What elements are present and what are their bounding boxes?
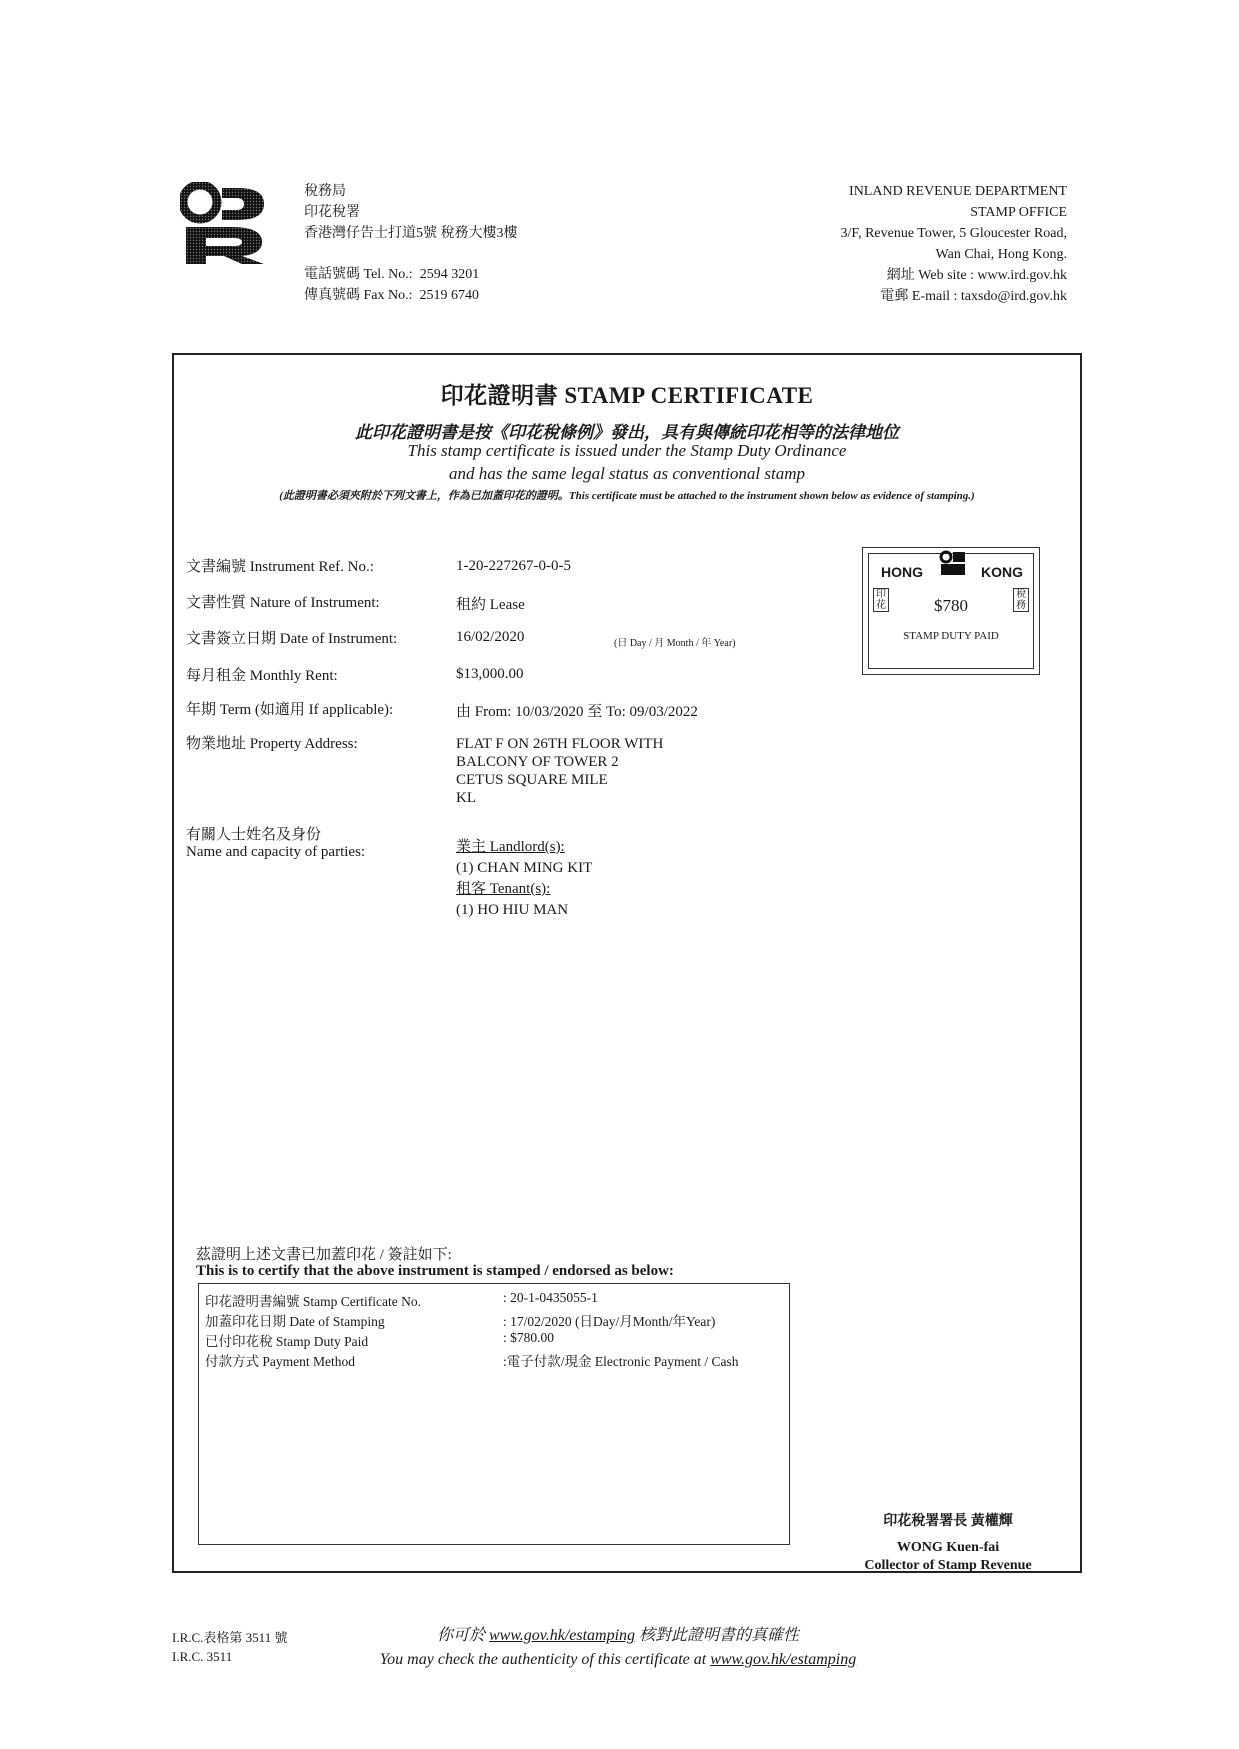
stamp-date-value: : 17/02/2020 (日Day/月Month/年Year) — [503, 1314, 716, 1329]
check-cn-link[interactable]: www.gov.hk/estamping — [488, 1627, 636, 1644]
web-value: www.ird.gov.hk — [977, 268, 1067, 283]
term-label: 年期 Term (如適用 If applicable): — [186, 702, 394, 718]
tenant-label: 租客 Tenant(s): — [456, 881, 551, 897]
ref-value: 1-20-227267-0-0-5 — [456, 558, 571, 574]
nature-label: 文書性質 Nature of Instrument: — [186, 595, 380, 611]
subtitle-en-2: and has the same legal status as conventional stamp — [448, 464, 806, 483]
address-line: CETUS SQUARE MILE — [456, 772, 608, 788]
payment-label: 付款方式 Payment Method — [205, 1354, 355, 1369]
date-format-hint: (日 Day / 月 Month / 年 Year) — [614, 638, 736, 649]
fax-label: 傳真號碼 Fax No.: — [304, 288, 413, 303]
cert-no-label: 印花證明書編號 Stamp Certificate No. — [205, 1294, 421, 1309]
landlord-value: (1) CHAN MING KIT — [456, 860, 593, 876]
tel-value: 2594 3201 — [419, 267, 480, 282]
ird-logo — [180, 182, 266, 264]
certificate-title: 印花證明書 STAMP CERTIFICATE — [440, 383, 814, 408]
form-number-en: I.R.C. 3511 — [172, 1649, 233, 1664]
subtitle-en-1: This stamp certificate is issued under the Stamp Duty Ordinance — [407, 441, 847, 460]
web-label: 網址 Web site : — [886, 268, 974, 283]
stamp-amount: $780 — [934, 596, 968, 615]
ref-label: 文書編號 Instrument Ref. No.: — [186, 559, 374, 575]
parties-value — [456, 837, 592, 921]
address-label: 物業地址 Property Address: — [186, 736, 358, 752]
header-cn-line: 香港灣仔告士打道5號 稅務大樓3樓 — [304, 226, 518, 241]
parties-label-en: Name and capacity of parties: — [186, 844, 366, 860]
stamping-details-box — [198, 1283, 790, 1545]
stamp-date-label: 加蓋印花日期 Date of Stamping — [205, 1314, 385, 1329]
parties-label — [186, 827, 365, 861]
check-cn-suffix: 核對此證明書的真確性 — [639, 1627, 800, 1644]
tel-label: 電話號碼 Tel. No.: — [304, 267, 413, 282]
landlord-label: 業主 Landlord(s): — [456, 839, 565, 855]
parties-label-cn: 有關人士姓名及身份 — [186, 827, 322, 843]
dept-line: Wan Chai, Hong Kong. — [935, 247, 1067, 262]
stamp-right-chip: 稅務 — [1013, 588, 1029, 612]
duty-label: 已付印花稅 Stamp Duty Paid — [205, 1334, 369, 1349]
address-value — [456, 735, 663, 807]
stamp-hong: HONG — [881, 564, 923, 580]
date-label: 文書簽立日期 Date of Instrument: — [186, 631, 398, 647]
header-left-address — [304, 181, 518, 244]
duty-value: : $780.00 — [503, 1330, 555, 1345]
email-value: taxsdo@ird.gov.hk — [960, 289, 1067, 304]
check-en-link[interactable]: www.gov.hk/estamping — [710, 1651, 857, 1668]
stamp-inner-border — [868, 553, 1034, 669]
term-value: 由 From: 10/03/2020 至 To: 09/03/2022 — [456, 704, 698, 720]
signature-name: WONG Kuen-fai — [896, 1540, 1000, 1555]
date-value: 16/02/2020 — [456, 629, 525, 645]
check-cn-prefix: 你可於 — [436, 1627, 485, 1644]
fax-value: 2519 6740 — [419, 288, 479, 303]
address-line: KL — [456, 790, 476, 806]
stamp-duty-seal — [862, 547, 1040, 675]
rent-label: 每月租金 Monthly Rent: — [186, 668, 338, 684]
check-en-prefix: You may check the authenticity of this certificate at — [379, 1651, 707, 1668]
rent-value: $13,000.00 — [456, 666, 524, 682]
dept-line: 3/F, Revenue Tower, 5 Gloucester Road, — [840, 226, 1067, 241]
header-cn-line: 印花稅署 — [304, 205, 360, 220]
certify-en: This is to certify that the above instrument is stamped / endorsed as below: — [196, 1263, 674, 1279]
signature-block — [842, 1513, 1054, 1575]
stamp-caption: STAMP DUTY PAID — [903, 630, 999, 642]
certify-cn: 茲證明上述文書已加蓋印花 / 簽註如下: — [196, 1247, 452, 1263]
payment-value: :電子付款/現金 Electronic Payment / Cash — [503, 1354, 739, 1369]
attachment-note: (此證明書必須夾附於下列文書上，作為已加蓋印花的證明。This certificate must be attached to the instrument shown below as evidence of stamping.) — [279, 490, 975, 502]
dept-line: INLAND REVENUE DEPARTMENT — [849, 184, 1067, 199]
form-number — [172, 1628, 287, 1666]
certificate-frame — [172, 353, 1082, 1573]
stamp-kong: KONG — [981, 564, 1023, 580]
signature-title: Collector of Stamp Revenue — [864, 1558, 1032, 1573]
cert-no-value: : 20-1-0435055-1 — [503, 1290, 598, 1305]
dept-line: STAMP OFFICE — [970, 205, 1067, 220]
address-line: FLAT F ON 26TH FLOOR WITH — [456, 736, 664, 752]
subtitle-cn: 此印花證明書是按《印花稅條例》發出，具有與傳統印花相等的法律地位 — [355, 423, 899, 442]
signature-cn: 印花稅署署長 黃權輝 — [883, 1514, 1013, 1529]
stamp-logo-icon — [939, 550, 967, 581]
tenant-value: (1) HO HIU MAN — [456, 902, 569, 918]
address-line: BALCONY OF TOWER 2 — [456, 754, 619, 770]
email-label: 電郵 E-mail : — [880, 289, 958, 304]
header-contact — [304, 264, 479, 306]
nature-value: 租約 Lease — [456, 597, 525, 613]
form-number-cn: I.R.C.表格第 3511 號 — [172, 1630, 288, 1645]
header-cn-line: 稅務局 — [304, 184, 346, 199]
stamp-left-chip: 印花 — [873, 588, 889, 612]
header-right-address — [841, 181, 1067, 307]
verification-note — [300, 1624, 936, 1672]
